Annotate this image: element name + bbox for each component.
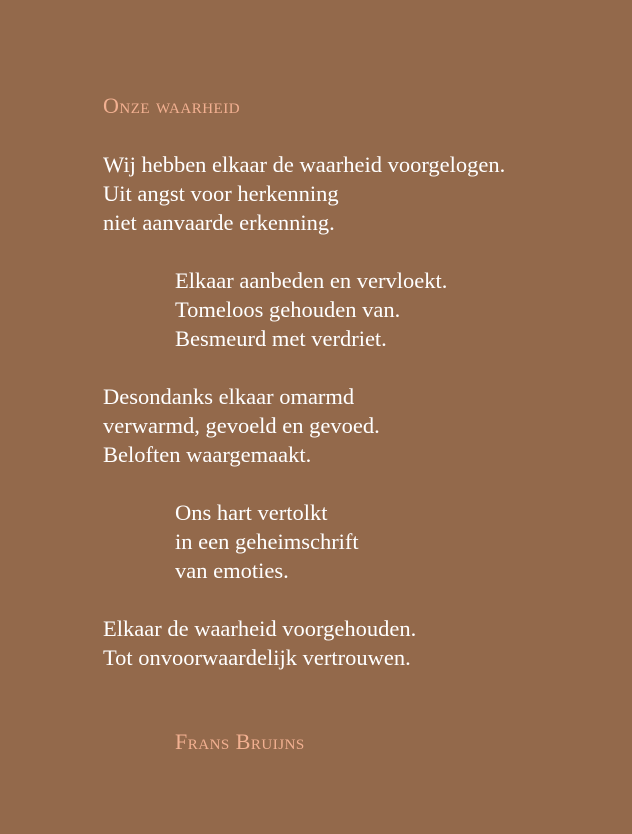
poem-author: Frans Bruijns xyxy=(175,729,305,754)
poem-line: Ons hart vertolkt xyxy=(175,500,328,525)
poem-line: verwarmd, gevoeld en gevoed. xyxy=(103,413,380,438)
poem-line: Elkaar de waarheid voorgehouden. xyxy=(103,616,417,641)
poem-line: Tomeloos gehouden van. xyxy=(175,297,401,322)
stanza-4 xyxy=(103,498,603,585)
poem-line: Beloften waargemaakt. xyxy=(103,442,312,467)
poem xyxy=(103,92,603,701)
poem-line: Desondanks elkaar omarmd xyxy=(103,384,355,409)
poem-line: Tot onvoorwaardelijk vertrouwen. xyxy=(103,645,411,670)
poem-line: van emoties. xyxy=(175,558,289,583)
poem-line: Wij hebben elkaar de waarheid voorgelogen. xyxy=(103,152,506,177)
stanza-2 xyxy=(103,266,603,353)
poem-line: Elkaar aanbeden en vervloekt. xyxy=(175,268,448,293)
poem-title: Onze waarheid xyxy=(103,93,241,118)
poem-line: niet aanvaarde erkenning. xyxy=(103,210,335,235)
poem-line: Uit angst voor herkenning xyxy=(103,181,339,206)
stanza-1 xyxy=(103,150,603,237)
poem-line: in een geheimschrift xyxy=(175,529,359,554)
stanza-3 xyxy=(103,382,603,469)
stanza-5 xyxy=(103,614,603,672)
poem-line: Besmeurd met verdriet. xyxy=(175,326,387,351)
